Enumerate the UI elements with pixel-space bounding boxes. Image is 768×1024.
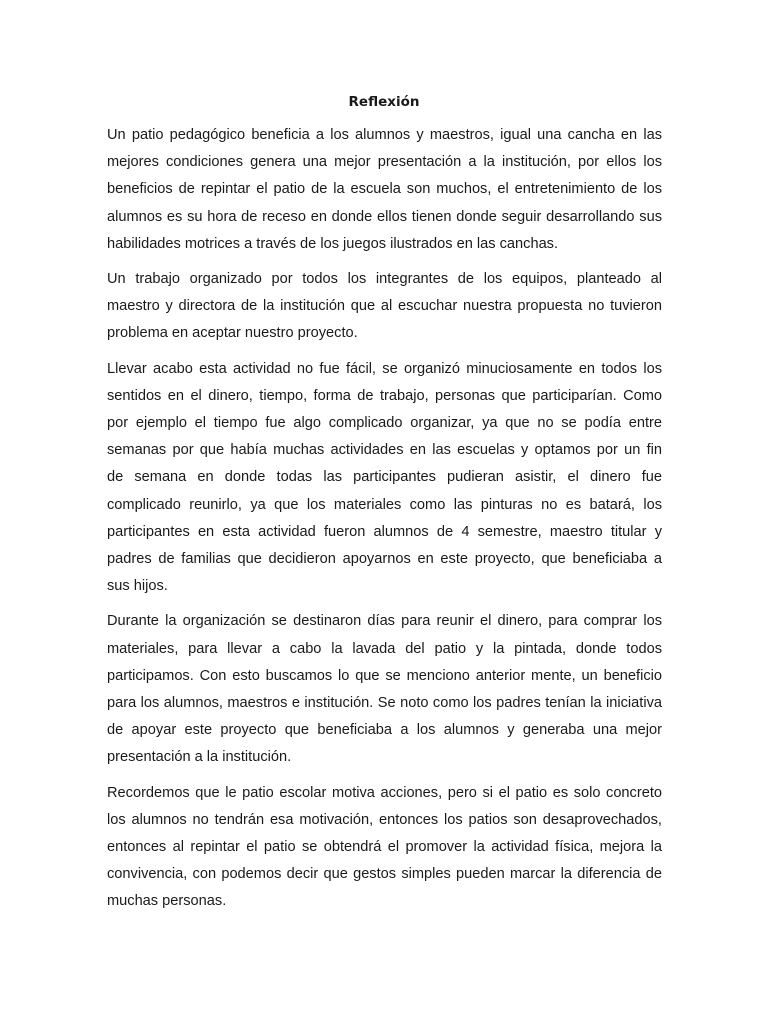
paragraph [107,122,662,258]
paragraph-line: de apoyar este proyecto que beneficiaba a los alumnos y generaba una mejor [107,722,662,739]
paragraph-line: muchas personas. [107,893,227,910]
paragraph-line: materiales, para llevar a cabo la lavada del patio y la pintada, donde todos [107,640,662,657]
paragraph-line: alumnos es su hora de receso en donde ellos tienen donde seguir desarrollando sus [107,208,662,225]
paragraph-line: participamos. Con esto buscamos lo que se menciono anterior mente, un beneficio [107,667,662,684]
paragraph-line: Recordemos que le patio escolar motiva acciones, pero si el patio es solo concreto [107,784,662,801]
paragraph-line: Durante la organización se destinaron días para reunir el dinero, para comprar los [107,613,662,630]
paragraph-line: maestro y directora de la institución que al escuchar nuestra propuesta no tuvieron [107,298,662,315]
paragraph-line: de semana en donde todas las participantes pudieran asistir, el dinero fue [107,469,662,486]
paragraph-line: presentación a la institución. [107,749,292,766]
paragraph-line: beneficios de repintar el patio de la escuela son muchos, el entretenimiento de los [107,181,662,198]
paragraph [107,780,662,916]
paragraph-line: Llevar acabo esta actividad no fue fácil, se organizó minuciosamente en todos los [107,360,662,377]
paragraph-line: habilidades motrices a través de los juegos ilustrados en las canchas. [107,235,559,252]
document-body [107,122,662,924]
paragraph [107,266,662,348]
paragraph-line: padres de familias que decidieron apoyarnos en este proyecto, que beneficiaba a [107,551,662,568]
document-title: Reflexión [348,94,420,110]
paragraph-line: sentidos en el dinero, tiempo, forma de trabajo, personas que participarían. Como [107,387,662,404]
paragraph-line: Un trabajo organizado por todos los integrantes de los equipos, planteado al [107,271,662,288]
paragraph-line: complicado reunirlo, ya que los materiales como las pinturas no es batará, los [107,496,662,513]
paragraph-line: sus hijos. [107,578,168,595]
paragraph-line: Un patio pedagógico beneficia a los alumnos y maestros, igual una cancha en las [107,127,662,143]
paragraph-line: para los alumnos, maestros e institución. Se noto como los padres tenían la iniciativa [107,695,662,712]
paragraph [107,608,662,771]
paragraph-line: por ejemplo el tiempo fue algo complicado organizar, ya que no se podía entre [107,415,662,432]
paragraph-line: problema en aceptar nuestro proyecto. [107,325,358,342]
paragraph-line: los alumnos no tendrán esa motivación, entonces los patios son desaprovechados, [107,811,662,828]
paragraph-line: entonces al repintar el patio se obtendrá el promover la actividad física, mejora la [107,839,662,856]
paragraph-line: convivencia, con podemos decir que gestos simples pueden marcar la diferencia de [107,866,662,883]
paragraph-line: mejores condiciones genera una mejor presentación a la institución, por ellos los [107,154,662,171]
paragraph-line: semanas por que había muchas actividades en las escuelas y optamos por un fin [107,442,662,459]
paragraph-line: participantes en esta actividad fueron alumnos de 4 semestre, maestro titular y [107,523,662,540]
paragraph [107,356,662,601]
